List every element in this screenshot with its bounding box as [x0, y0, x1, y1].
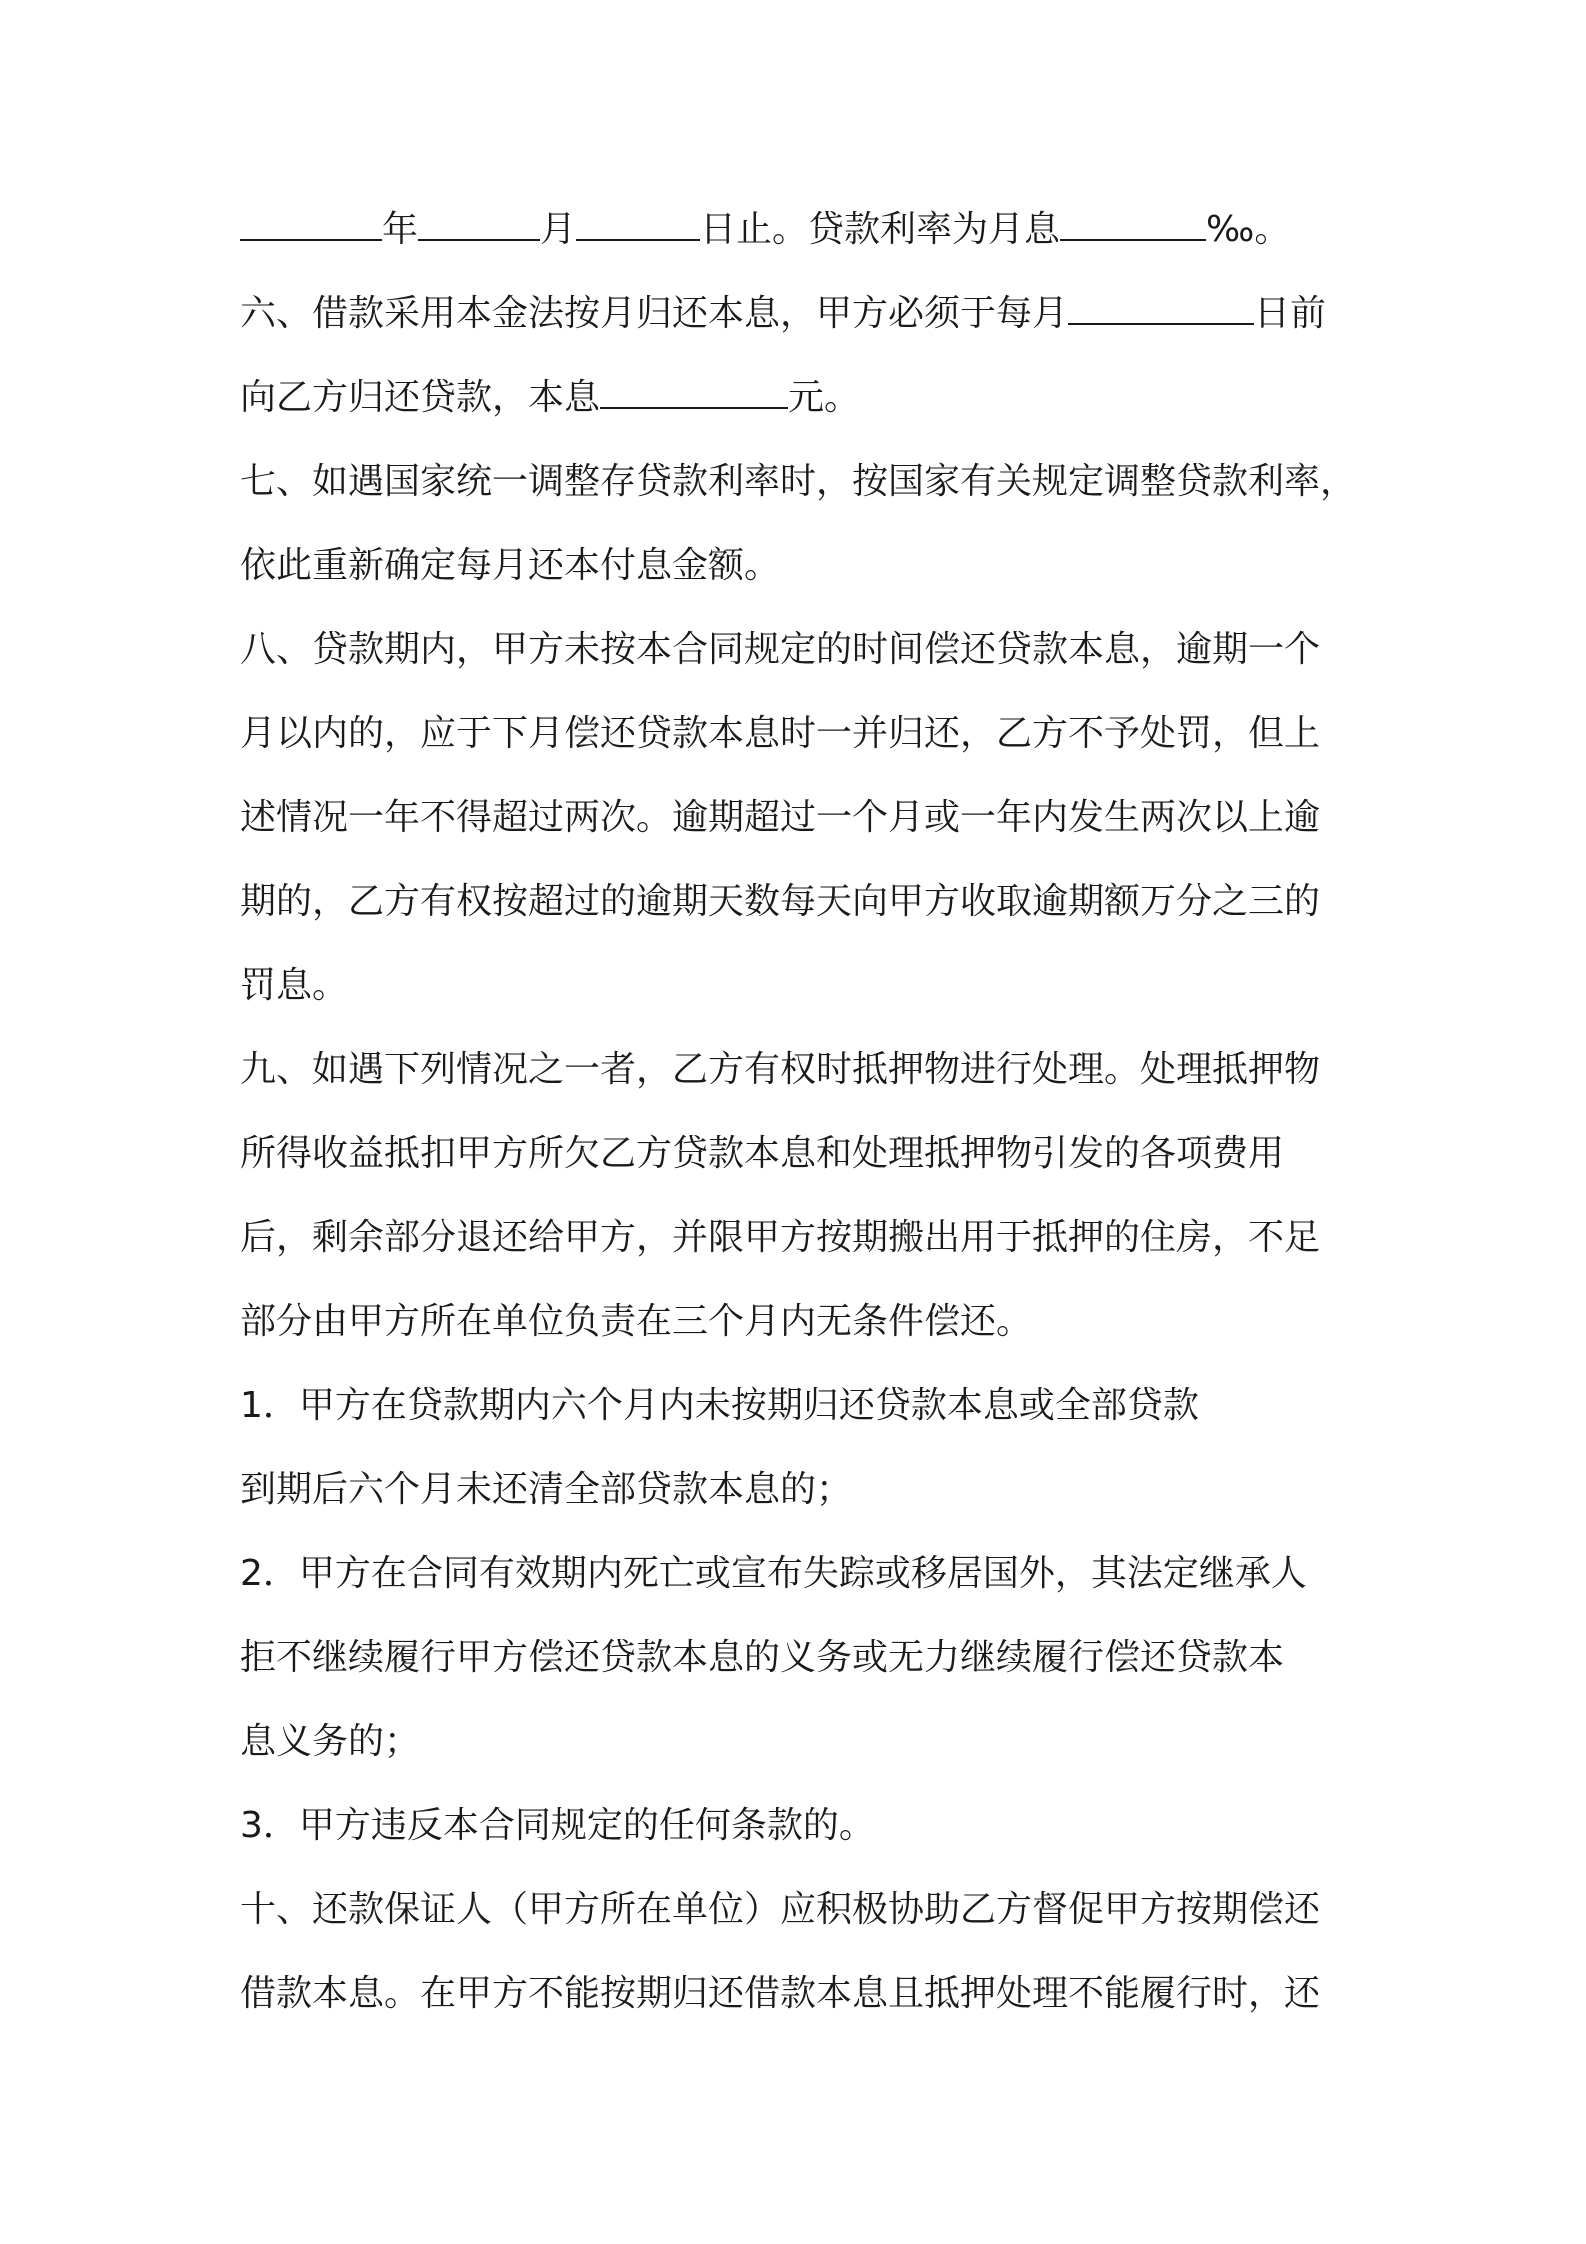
text-line-7: 月以内的，应于下月偿还贷款本息时一并归还，乙方不予处罚，但上: [240, 713, 1321, 754]
label-permille: ‰。: [1206, 209, 1291, 250]
text-line-21: 十、还款保证人（甲方所在单位）应积极协助乙方督促甲方按期偿还: [240, 1889, 1321, 1930]
blank-year: [240, 209, 382, 241]
text-line-8: 述情况一年不得超过两次。逾期超过一个月或一年内发生两次以上逾: [240, 797, 1321, 838]
label-before-day: 日前: [1254, 293, 1327, 334]
text-line-12: 所得收益抵扣甲方所欠乙方贷款本息和处理抵押物引发的各项费用: [240, 1133, 1285, 1174]
text-line-20: 3．甲方违反本合同规定的任何条款的。: [240, 1805, 875, 1846]
blank-repay-day: [1068, 293, 1254, 325]
text-line-16: 到期后六个月未还清全部贷款本息的；: [240, 1469, 853, 1510]
clause-6-text: 六、借款采用本金法按月归还本息，甲方必须于每月: [240, 293, 1069, 334]
label-year: 年: [382, 209, 419, 250]
label-yuan: 元。: [788, 377, 861, 418]
text-line-10: 罚息。: [240, 965, 349, 1006]
text-line-17: 2．甲方在合同有效期内死亡或宣布失踪或移居国外，其法定继承人: [240, 1553, 1307, 1594]
text-line-3: [240, 376, 1360, 420]
text-line-11: 九、如遇下列情况之一者，乙方有权时抵押物进行处理。处理抵押物: [240, 1049, 1321, 1090]
clause-6-cont: 向乙方归还贷款，本息: [240, 377, 601, 418]
text-line-22: 借款本息。在甲方不能按期归还借款本息且抵押处理不能履行时，还: [240, 1973, 1321, 2014]
text-line-5: 依此重新确定每月还本付息金额。: [240, 545, 781, 586]
label-day-rate: 日止。贷款利率为月息: [700, 209, 1061, 250]
text-line-6: 八、贷款期内，甲方未按本合同规定的时间偿还贷款本息，逾期一个: [240, 629, 1321, 670]
blank-month: [418, 209, 540, 241]
text-line-4: 七、如遇国家统一调整存贷款利率时，按国家有关规定调整贷款利率，: [240, 461, 1357, 502]
blank-day: [576, 209, 700, 241]
text-line-19: 息义务的；: [240, 1721, 421, 1762]
text-line-14: 部分由甲方所在单位负责在三个月内无条件偿还。: [240, 1301, 1033, 1342]
text-line-18: 拒不继续履行甲方偿还贷款本息的义务或无力继续履行偿还贷款本: [240, 1637, 1285, 1678]
text-line-13: 后，剩余部分退还给甲方，并限甲方按期搬出用于抵押的住房，不足: [240, 1217, 1321, 1258]
text-line-1: [240, 208, 1360, 252]
text-line-2: [240, 292, 1360, 336]
blank-rate: [1060, 209, 1206, 241]
text-line-9: 期的，乙方有权按超过的逾期天数每天向甲方收取逾期额万分之三的: [240, 881, 1321, 922]
blank-amount: [600, 377, 788, 409]
label-month: 月: [540, 209, 577, 250]
text-line-15: 1．甲方在贷款期内六个月内未按期归还贷款本息或全部贷款: [240, 1385, 1199, 1426]
